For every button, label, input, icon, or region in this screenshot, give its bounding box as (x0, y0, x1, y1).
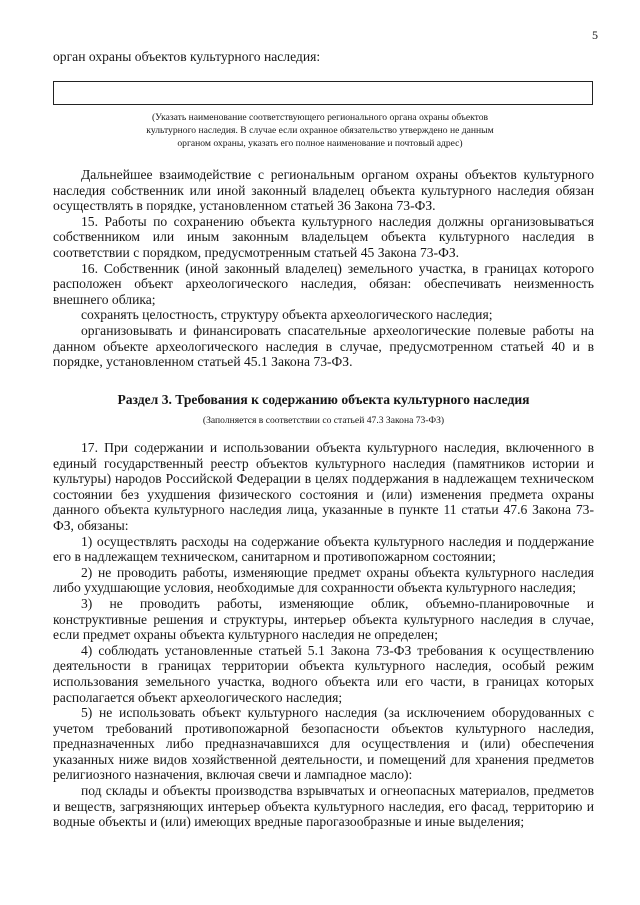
paragraph-16: 16. Собственник (иной законный владелец) земельного участка, в границах которого расположен объект археологического наследия, обязан: обеспечивать неизменность внешнего облика; (53, 260, 594, 307)
section-3-title: Раздел 3. Требования к содержанию объекта культурного наследия (117, 392, 530, 407)
authority-name-box (53, 81, 593, 105)
paragraphs-after-section (53, 440, 594, 830)
paragraph-15: 15. Работы по сохранению объекта культурного наследия должны организовываться собственником или иным законным владельцем объекта культурного наследия в соответствии с порядком, предусмотренным статьей 45 Закона 73-ФЗ. (53, 213, 594, 260)
paragraph-17: 17. При содержании и использовании объекта культурного наследия, включенного в единый государственный реестр объектов культурного наследия (памятников истории и культуры) народов Российской Федерации в целях поддержания в надлежащем техническом состоянии без ухудшения физического состояния и (или) изменения предмета охраны данного объекта культурного наследия лица, указанные в пункте 11 статьи 47.6 Закона 73-ФЗ, обязаны: (53, 440, 594, 533)
paragraph-17-item-4: 4) соблюдать установленные статьей 5.1 Закона 73-ФЗ требования к осуществлению деятельности в границах территории объекта культурного наследия, особый режим использования земельного участка, водного объекта или его части, в границах которых располагается объект археологического наследия; (53, 642, 594, 705)
paragraph-17-item-5: 5) не использовать объект культурного наследия (за исключением оборудованных с учетом требований противопожарной безопасности объектов культурного наследия, предназначенных либо предназначавшихся для осуществления и (или) обеспечения указанных ниже видов хозяйственной деятельности, и помещений для хранения предметов религиозного назначения, включая свечи и лампадное масло): (53, 705, 594, 783)
box-note-line: (Указать наименование соответствующего регионального органа охраны объектов (151, 112, 489, 123)
box-note-line: органом охраны, указать его полное наименование и почтовый адрес) (177, 138, 463, 149)
page-number: 5 (592, 28, 598, 42)
box-instruction-note (80, 111, 560, 150)
paragraph-16-excavation: организовывать и финансировать спасательные археологические полевые работы на данном объекте археологического наследия в случае, предусмотренном статьей 40 и в порядке, установленном статьей 45.1 Закона 73-ФЗ. (53, 322, 594, 370)
paragraph-interaction: Дальнейшее взаимодействие с региональным органом охраны объектов культурного наследия собственник или иной законный владелец объекта культурного наследия обязан осуществлять в порядке, установленном статьей 36 Закона 73-ФЗ. (53, 167, 594, 214)
paragraph-17-item-1: 1) осуществлять расходы на содержание объекта культурного наследия и поддержание его в надлежащем техническом, санитарном и противопожарном состоянии; (53, 533, 594, 565)
paragraph-16-preserve: сохранять целостность, структуру объекта археологического наследия; (81, 307, 493, 323)
paragraphs-before-section (53, 167, 594, 370)
box-note-line: культурного наследия. В случае если охранное обязательство утверждено не данным (146, 125, 494, 136)
section-3-note: (Заполняется в соответствии со статьей 47.3 Закона 73-ФЗ) (202, 415, 445, 426)
intro-line: орган охраны объектов культурного наследия: (53, 49, 321, 64)
paragraph-17-item-2: 2) не проводить работы, изменяющие предмет охраны объекта культурного наследия либо ухудшающие условия, необходимые для сохранности объекта культурного наследия; (53, 564, 594, 596)
paragraph-17-item-3: 3) не проводить работы, изменяющие облик, объемно-планировочные и конструктивные решения и структуры, интерьер объекта культурного наследия в случае, если предмет охраны объекта культурного наследия не определен; (53, 595, 594, 643)
paragraph-17-item-5-warehouses: под склады и объекты производства взрывчатых и огнеопасных материалов, предметов и веществ, загрязняющих интерьер объекта культурного наследия, его фасад, территорию и водные объекты и (или) имеющих вредные парогазообразные и иные выделения; (53, 783, 594, 830)
